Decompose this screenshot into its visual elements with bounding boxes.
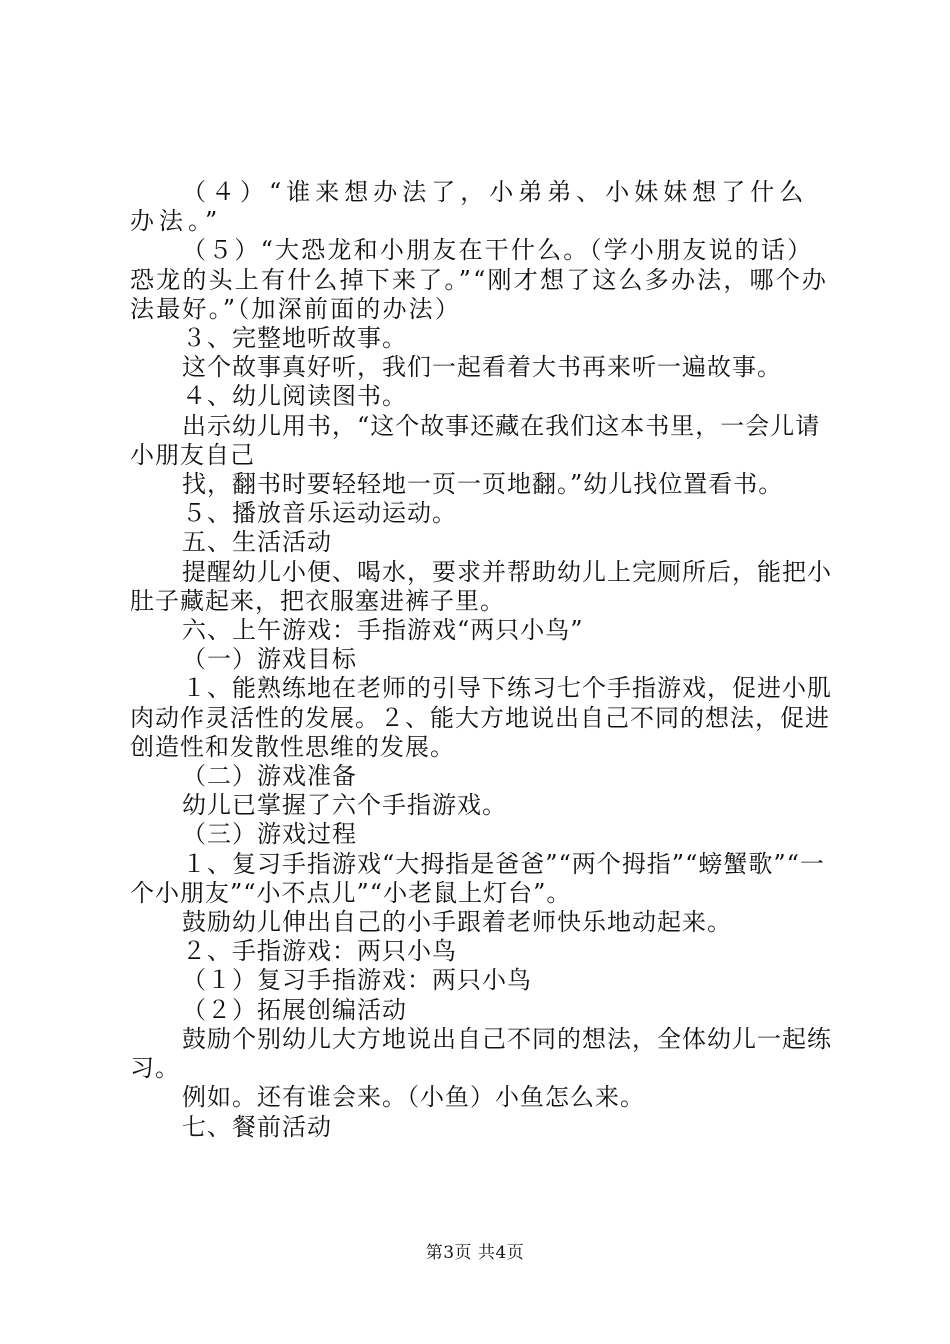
paragraph-encourage-ideas: 鼓励个别幼儿大方地说出自己不同的想法，全体幼儿一起练习。 xyxy=(130,1024,832,1083)
paragraph-encourage-hands: 鼓励幼儿伸出自己的小手跟着老师快乐地动起来。 xyxy=(182,908,732,937)
heading-morning-game: 六、上午游戏：手指游戏“两只小鸟” xyxy=(182,616,584,645)
heading-game-goals: （一）游戏目标 xyxy=(182,645,357,674)
page-number-footer: 第3页 共4页 xyxy=(425,1243,525,1263)
paragraph-step-5-question: （５）“大恐龙和小朋友在干什么。（学小朋友说的话）恐龙的头上有什么掉下来了。”“刚才想了这么多办法，哪个办法最好。”（加深前面的办法） xyxy=(130,236,829,323)
paragraph-extend-create: （２）拓展创编活动 xyxy=(182,995,407,1024)
paragraph-two-birds: ２、手指游戏：两只小鸟 xyxy=(182,937,457,966)
paragraph-music-exercise: ５、播放音乐运动运动。 xyxy=(182,499,457,528)
paragraph-review-finger-games: １、复习手指游戏“大拇指是爸爸”“两个拇指”“螃蟹歌”“一个小朋友”“小不点儿”“小老鼠上灯台”。 xyxy=(130,849,825,907)
document-body xyxy=(130,178,835,1142)
paragraph-find-page: 找，翻书时要轻轻地一页一页地翻。”幼儿找位置看书。 xyxy=(182,470,784,499)
paragraph-step-4-question: （４）“谁来想办法了，小弟弟、小妹妹想了什么办法。” xyxy=(130,178,809,236)
heading-pre-meal-activity: 七、餐前活动 xyxy=(182,1112,332,1141)
paragraph-story-again: 这个故事真好听，我们一起看着大书再来听一遍故事。 xyxy=(182,353,782,382)
paragraph-review-two-birds: （１）复习手指游戏：两只小鸟 xyxy=(182,966,532,995)
paragraph-game-goals: １、能熟练地在老师的引导下练习七个手指游戏，促进小肌肉动作灵活性的发展。２、能大方地说出自己不同的想法，促进创造性和发散性思维的发展。 xyxy=(130,674,832,761)
paragraph-game-preparation: 幼儿已掌握了六个手指游戏。 xyxy=(182,791,507,820)
paragraph-show-book: 出示幼儿用书，“这个故事还藏在我们这本书里，一会儿请小朋友自己 xyxy=(130,411,821,469)
paragraph-remind-toilet: 提醒幼儿小便、喝水，要求并帮助幼儿上完厕所后，能把小肚子藏起来，把衣服塞进裤子里。 xyxy=(130,557,832,615)
heading-game-process: （三）游戏过程 xyxy=(182,820,357,849)
paragraph-listen-full-story: ３、完整地听故事。 xyxy=(182,324,407,353)
paragraph-example: 例如。还有谁会来。（小鱼）小鱼怎么来。 xyxy=(182,1083,645,1112)
heading-life-activity: 五、生活活动 xyxy=(182,528,332,557)
heading-game-preparation: （二）游戏准备 xyxy=(182,762,357,791)
paragraph-read-book: ４、幼儿阅读图书。 xyxy=(182,382,407,411)
